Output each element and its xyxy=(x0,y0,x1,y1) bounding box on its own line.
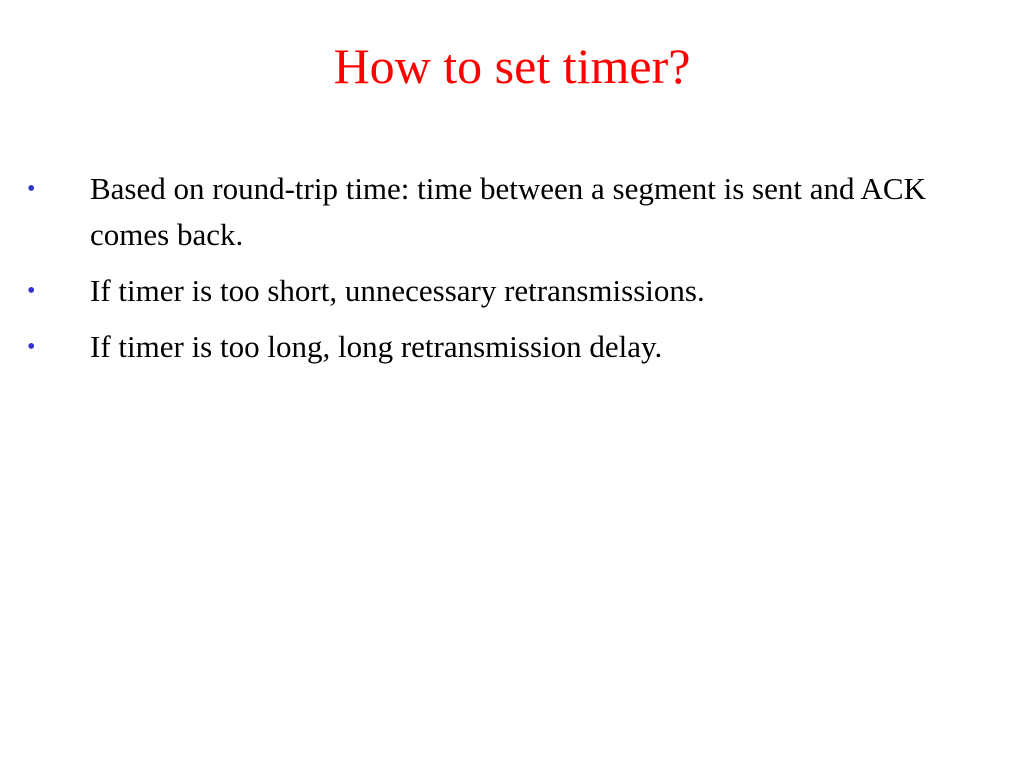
bullet-marker: • xyxy=(27,278,36,304)
bullet-item xyxy=(0,268,1024,314)
slide-title: How to set timer? xyxy=(333,38,691,94)
bullet-marker: • xyxy=(27,176,36,202)
bullet-text: Based on round-trip time: time between a segment is sent and ACK comes back. xyxy=(90,171,926,252)
bullet-marker: • xyxy=(27,334,36,360)
bullet-text: If timer is too long, long retransmission delay. xyxy=(90,329,663,364)
bullet-list xyxy=(0,166,1024,380)
bullet-item xyxy=(0,324,1024,370)
bullet-item xyxy=(0,166,1024,258)
bullet-text: If timer is too short, unnecessary retransmissions. xyxy=(90,273,705,308)
